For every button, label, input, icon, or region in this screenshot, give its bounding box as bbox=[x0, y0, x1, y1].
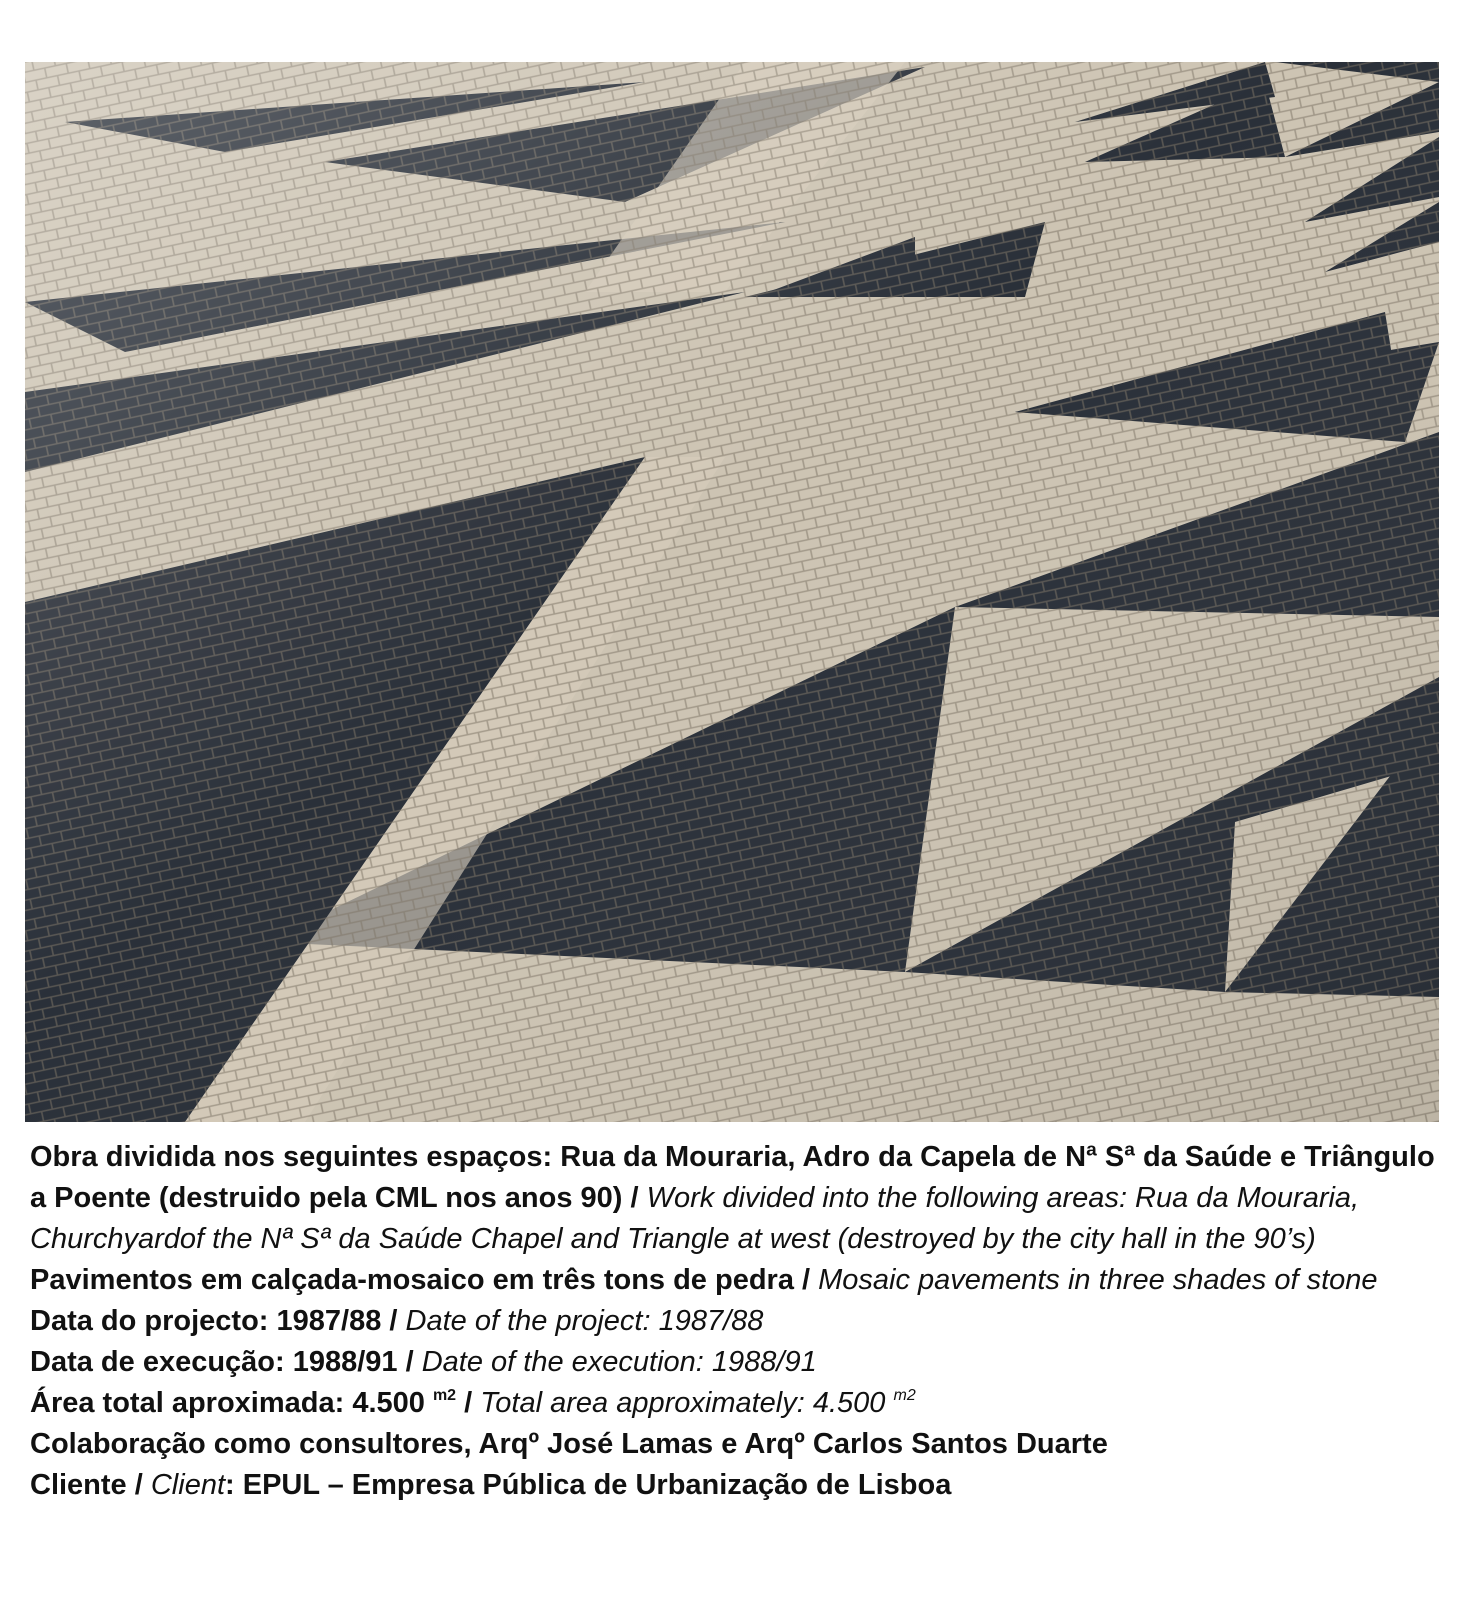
pavement-photo bbox=[25, 62, 1439, 1122]
project-caption bbox=[30, 1137, 1440, 1506]
total-area-en: Total area approximately: 4.500 bbox=[480, 1387, 886, 1419]
caption-execution-date bbox=[30, 1342, 1440, 1383]
separator: / bbox=[793, 1264, 819, 1296]
area-unit-pt: m2 bbox=[432, 1387, 457, 1404]
caption-total-area bbox=[30, 1383, 1440, 1424]
client-label-en: Client bbox=[150, 1469, 226, 1501]
caption-consultants bbox=[30, 1424, 1440, 1465]
execution-date-en: Date of the execution: 1988/91 bbox=[421, 1346, 817, 1378]
areas-en: Work divided into the following areas: Rua da Mouraria, Churchyardof the Nª Sª da Saúde Chapel and Triangle at west (destroyed by the city hall in the 90’s) bbox=[30, 1182, 1360, 1255]
caption-client bbox=[30, 1465, 1440, 1506]
separator: / bbox=[456, 1387, 481, 1419]
client-value: EPUL – Empresa Pública de Urbanização de Lisboa bbox=[242, 1469, 952, 1501]
separator: / bbox=[126, 1469, 151, 1501]
separator: / bbox=[622, 1182, 647, 1214]
caption-pavements bbox=[30, 1260, 1440, 1301]
total-area-pt: Área total aproximada: 4.500 bbox=[30, 1387, 425, 1419]
pavement-illustration bbox=[25, 62, 1439, 1122]
pavements-pt: Pavimentos em calçada-mosaico em três tons de pedra bbox=[30, 1264, 794, 1296]
project-date-en: Date of the project: 1987/88 bbox=[405, 1305, 764, 1337]
execution-date-pt: Data de execução: 1988/91 bbox=[30, 1346, 398, 1378]
client-label-pt: Cliente bbox=[30, 1469, 127, 1501]
consultants-pt: Colaboração como consultores, Arqº José Lamas e Arqº Carlos Santos Duarte bbox=[30, 1428, 1108, 1460]
area-unit-en: m2 bbox=[893, 1387, 916, 1404]
caption-areas bbox=[30, 1137, 1440, 1260]
areas-pt: Obra dividida nos seguintes espaços: Rua da Mouraria, Adro da Capela de Nª Sª da Saúde e Triângulo a Poente (destruido pela CML nos anos 90) bbox=[30, 1141, 1435, 1214]
colon: : bbox=[225, 1469, 243, 1501]
caption-project-date bbox=[30, 1301, 1440, 1342]
pavements-en: Mosaic pavements in three shades of stone bbox=[818, 1264, 1378, 1296]
separator: / bbox=[397, 1346, 422, 1378]
separator: / bbox=[381, 1305, 406, 1337]
project-date-pt: Data do projecto: 1987/88 bbox=[30, 1305, 382, 1337]
